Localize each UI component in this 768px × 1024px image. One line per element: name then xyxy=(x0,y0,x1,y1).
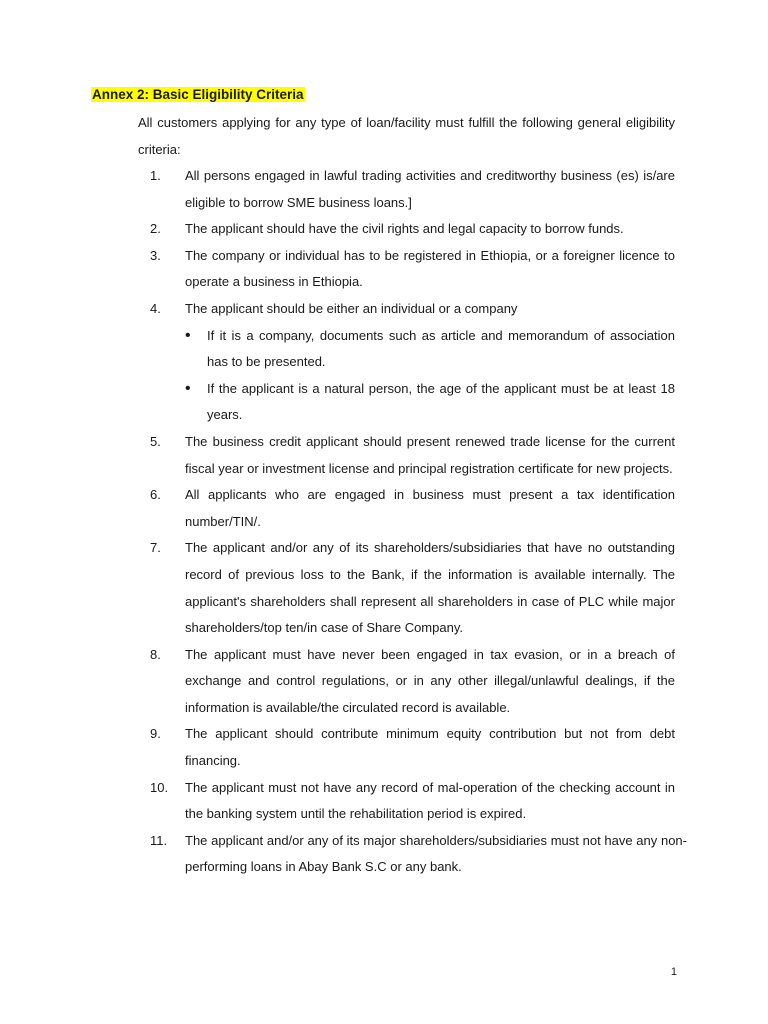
item-number: 11. xyxy=(150,832,168,848)
item-number: 10. xyxy=(150,779,169,795)
item-body xyxy=(185,296,675,429)
list-item xyxy=(138,775,688,828)
item-number: 6. xyxy=(150,487,161,503)
list-item xyxy=(138,828,688,881)
item-number: 2. xyxy=(150,221,161,237)
sub-list xyxy=(185,323,675,429)
item-text: All persons engaged in lawful trading activities and creditworthy business (es) is/are eligible to borrow SME business loans.] xyxy=(185,168,675,210)
item-text: The company or individual has to be registered in Ethiopia, or a foreigner licence to operate a business in Ethiopia. xyxy=(185,247,675,290)
sub-list-item xyxy=(185,376,675,429)
item-text: The applicant must have never been engaged in tax evasion, or in a breach of exchange and control regulations, or in any other illegal/unlawful dealings, if the information is available/the circulated record is available. xyxy=(185,646,675,715)
list-item xyxy=(138,429,688,482)
list-item xyxy=(138,243,688,296)
annex-heading xyxy=(91,86,305,104)
list-item xyxy=(138,216,688,243)
item-text: The applicant should have the civil rights and legal capacity to borrow funds. xyxy=(185,221,624,237)
list-item xyxy=(138,642,688,722)
list-item xyxy=(138,482,688,535)
item-number: 7. xyxy=(150,540,161,556)
item-text: The applicant and/or any of its shareholders/subsidiaries that have no outstanding record of previous loss to the Bank, if the information is available internally. The applicant's shareholders shall represent all shareholders in case of PLC while major shareholders/top ten/in case of Share Company. xyxy=(185,540,675,636)
item-number: 8. xyxy=(150,646,161,662)
item-text: The applicant and/or any of its major shareholders/subsidiaries must not have any non-performing loans in Abay Bank S.C or any bank. xyxy=(185,832,687,875)
sub-item-text: If the applicant is a natural person, the age of the applicant must be at least 18 years. xyxy=(207,380,675,423)
item-number: 1. xyxy=(150,168,161,183)
bullet-icon: • xyxy=(185,379,191,397)
item-text: The applicant should be either an individual or a company xyxy=(185,300,518,316)
annex-heading-text: Annex 2: Basic Eligibility Criteria xyxy=(92,87,304,102)
criteria-list xyxy=(138,163,688,881)
page-number: 1 xyxy=(670,966,677,978)
list-item xyxy=(138,296,688,429)
list-item xyxy=(138,721,688,774)
item-text: The business credit applicant should present renewed trade license for the current fiscal year or investment license and principal registration certificate for new projects. xyxy=(185,433,675,476)
item-number: 3. xyxy=(150,247,161,263)
item-text: The applicant should contribute minimum equity contribution but not from debt financing. xyxy=(185,726,675,769)
sub-list-item xyxy=(185,323,675,376)
item-number: 5. xyxy=(150,433,161,449)
item-text: The applicant must not have any record of mal-operation of the checking account in the banking system until the rehabilitation period is expired. xyxy=(185,779,675,822)
item-text: All applicants who are engaged in business must present a tax identification number/TIN/. xyxy=(185,487,675,529)
list-item xyxy=(138,535,688,641)
item-number: 9. xyxy=(150,726,161,742)
item-number: 4. xyxy=(150,300,161,316)
sub-item-text: If it is a company, documents such as article and memorandum of association has to be presented. xyxy=(207,327,675,370)
list-item xyxy=(138,163,688,216)
bullet-icon: • xyxy=(185,326,191,344)
intro-paragraph: All customers applying for any type of loan/facility must fulfill the following general eligibility criteria: xyxy=(138,115,675,157)
